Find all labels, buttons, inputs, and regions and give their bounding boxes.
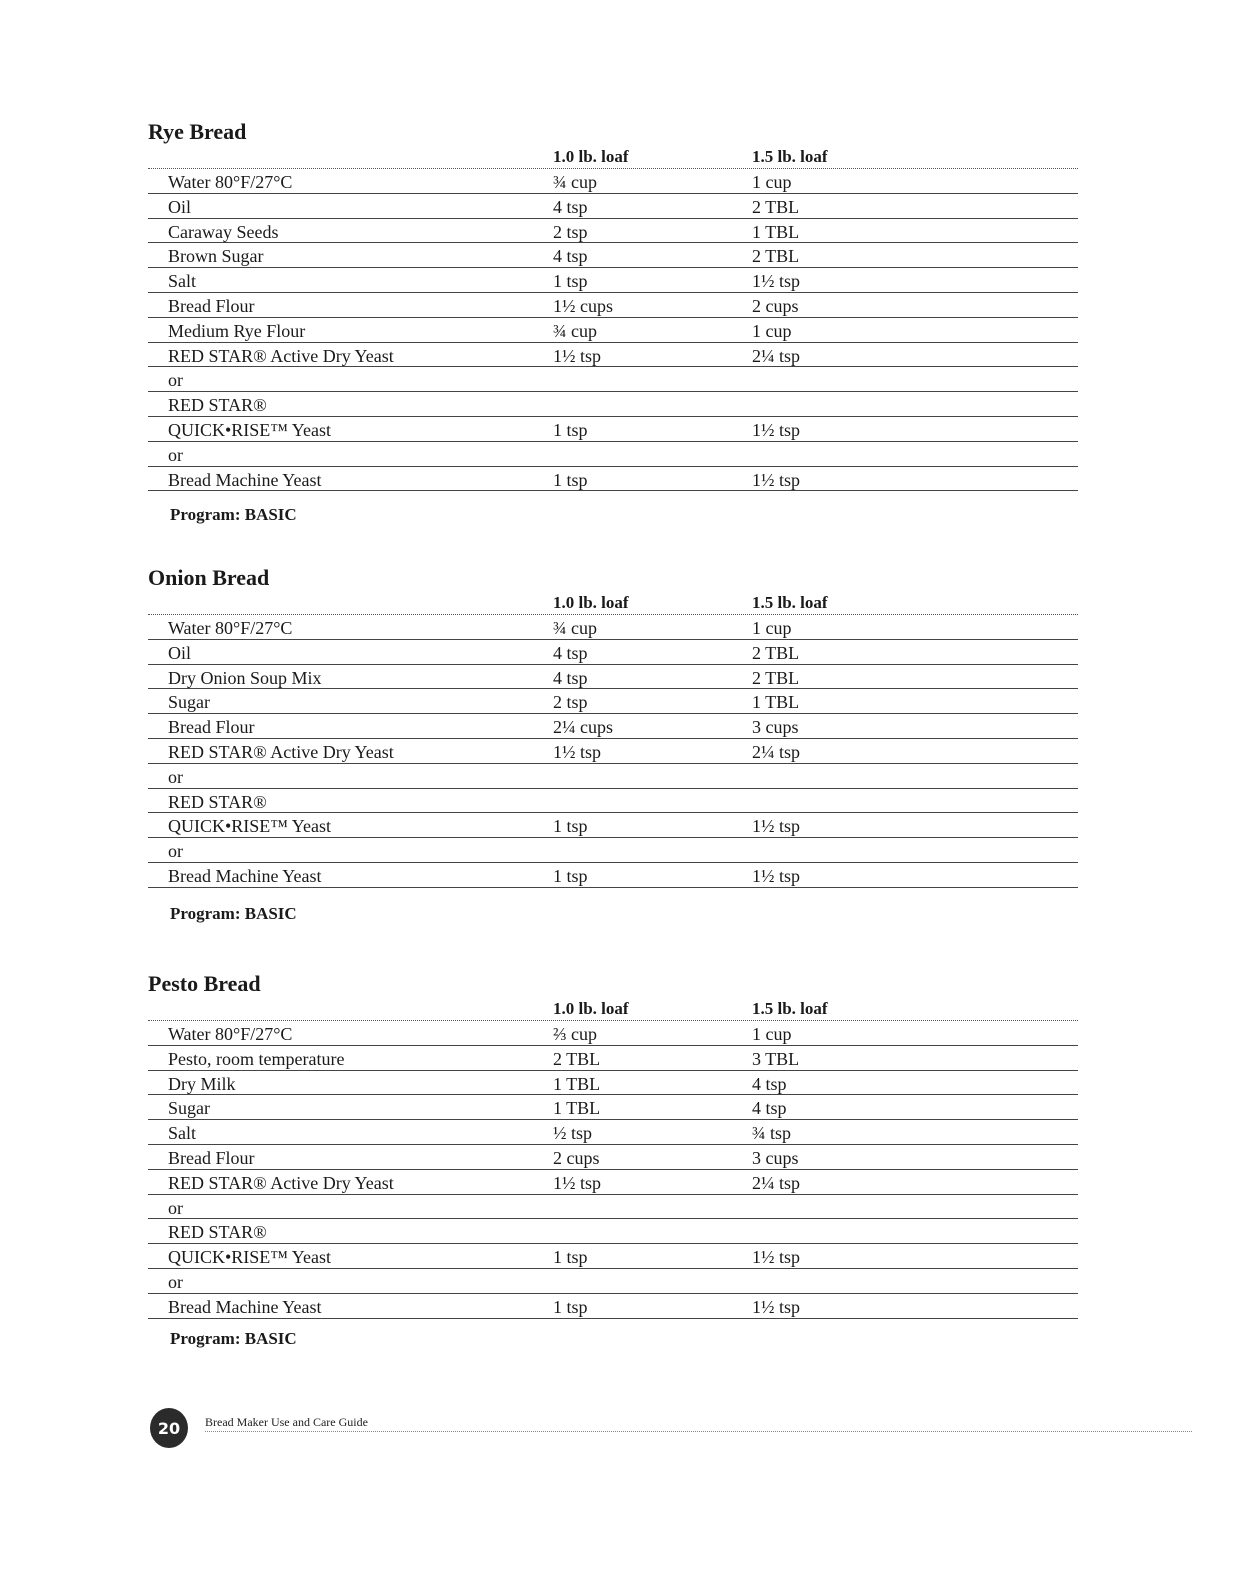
ingredient-name: Bread Machine Yeast	[168, 469, 322, 490]
ingredient-name: Salt	[168, 1123, 197, 1144]
ingredient-name: Bread Machine Yeast	[168, 1296, 322, 1317]
table-row	[148, 1071, 1078, 1096]
table-row	[148, 689, 1078, 714]
amount-1.5lb: 1½ tsp	[752, 469, 801, 490]
table-row	[148, 714, 1078, 739]
program-label: Program: BASIC	[170, 505, 297, 524]
amount-1.5lb: 1 cup	[752, 320, 792, 341]
table-row	[148, 1244, 1078, 1269]
amount-1.5lb: 1½ tsp	[752, 271, 801, 292]
amount-1.5lb: 1½ tsp	[752, 865, 801, 886]
col-1.5lb: 1.5 lb. loaf	[752, 593, 828, 612]
amount-1lb: 1½ tsp	[553, 1172, 602, 1193]
ingredient-name: or	[168, 841, 183, 862]
table-row	[148, 813, 1078, 838]
ingredient-name: or	[168, 444, 183, 465]
amount-1.5lb: 1 cup	[752, 172, 792, 192]
table-row	[148, 268, 1078, 293]
table-row	[148, 367, 1078, 392]
table-row	[148, 1269, 1078, 1294]
amount-1lb: 2¼ cups	[553, 717, 613, 738]
program-label: Program: BASIC	[170, 904, 297, 923]
ingredient-name: RED STAR®	[168, 791, 267, 812]
amount-1.5lb: 3 TBL	[752, 1048, 800, 1069]
table-row	[148, 789, 1078, 814]
recipe-title: Onion Bread	[148, 565, 270, 590]
amount-1lb: 1 tsp	[553, 1296, 588, 1317]
ingredient-name: RED STAR®	[168, 395, 267, 416]
table-row	[148, 194, 1078, 219]
amount-1.5lb: 2¼ tsp	[752, 345, 801, 366]
table-row	[148, 665, 1078, 690]
amount-1lb: 2 tsp	[553, 221, 588, 242]
column-headers	[148, 998, 1078, 1021]
table-row	[148, 243, 1078, 268]
col-1lb: 1.0 lb. loaf	[553, 147, 629, 166]
ingredient-name: RED STAR® Active Dry Yeast	[168, 345, 394, 366]
amount-1.5lb: 2 TBL	[752, 667, 800, 688]
table-row	[148, 318, 1078, 343]
amount-1lb: 1½ tsp	[553, 345, 602, 366]
ingredient-name: QUICK•RISE™ Yeast	[168, 419, 331, 440]
table-row	[148, 1120, 1078, 1145]
ingredient-name: RED STAR®	[168, 1222, 267, 1243]
ingredient-name: Dry Milk	[168, 1073, 236, 1094]
amount-1.5lb: 2¼ tsp	[752, 1172, 801, 1193]
table-row	[148, 764, 1078, 789]
table-row	[148, 467, 1078, 492]
amount-1.5lb: 1 TBL	[752, 692, 800, 713]
amount-1.5lb: 1½ tsp	[752, 816, 801, 837]
amount-1lb: ¾ cup	[553, 320, 597, 341]
amount-1lb: 4 tsp	[553, 246, 588, 267]
amount-1lb: 1 tsp	[553, 816, 588, 837]
page-number: 20	[150, 1408, 188, 1448]
amount-1lb: 1 TBL	[553, 1073, 601, 1094]
footer-rule	[205, 1431, 1192, 1432]
table-row	[148, 1046, 1078, 1071]
amount-1lb: 1 tsp	[553, 271, 588, 292]
table-row	[148, 863, 1078, 888]
page-footer	[150, 1408, 1192, 1448]
amount-1lb: 1 tsp	[553, 469, 588, 490]
amount-1lb: 4 tsp	[553, 642, 588, 663]
table-row	[148, 739, 1078, 764]
amount-1.5lb: 1 cup	[752, 618, 792, 638]
amount-1.5lb: 1½ tsp	[752, 1247, 801, 1268]
ingredient-name: Brown Sugar	[168, 246, 264, 267]
amount-1.5lb: 1½ tsp	[752, 419, 801, 440]
ingredient-name: Medium Rye Flour	[168, 320, 306, 341]
table-row	[148, 392, 1078, 417]
ingredient-name: Bread Flour	[168, 1147, 255, 1168]
amount-1.5lb: 2 TBL	[752, 196, 800, 217]
table-row	[148, 442, 1078, 467]
amount-1.5lb: 1 TBL	[752, 221, 800, 242]
amount-1lb: 4 tsp	[553, 196, 588, 217]
amount-1lb: 2 cups	[553, 1147, 600, 1168]
table-row	[148, 1145, 1078, 1170]
amount-1.5lb: ¾ tsp	[752, 1123, 792, 1144]
amount-1.5lb: 1½ tsp	[752, 1296, 801, 1317]
ingredient-name: Dry Onion Soup Mix	[168, 667, 322, 688]
ingredient-table	[148, 1021, 1078, 1319]
ingredient-name: RED STAR® Active Dry Yeast	[168, 1172, 394, 1193]
ingredient-table	[148, 615, 1078, 888]
recipe-onion	[148, 564, 1078, 888]
ingredient-name: Oil	[168, 642, 192, 663]
table-row	[148, 417, 1078, 442]
table-row	[148, 1195, 1078, 1220]
ingredient-name: RED STAR® Active Dry Yeast	[168, 741, 394, 762]
amount-1lb: 1 TBL	[553, 1098, 601, 1119]
ingredient-name: Salt	[168, 271, 197, 292]
amount-1lb: ¾ cup	[553, 618, 597, 638]
amount-1.5lb: 2 cups	[752, 295, 799, 316]
table-row	[148, 219, 1078, 244]
ingredient-table	[148, 169, 1078, 491]
ingredient-name: Bread Flour	[168, 295, 255, 316]
amount-1.5lb: 4 tsp	[752, 1098, 787, 1119]
ingredient-name: QUICK•RISE™ Yeast	[168, 816, 331, 837]
amount-1.5lb: 2 TBL	[752, 642, 800, 663]
amount-1lb: 1 tsp	[553, 1247, 588, 1268]
col-1lb: 1.0 lb. loaf	[553, 999, 629, 1018]
ingredient-name: QUICK•RISE™ Yeast	[168, 1247, 331, 1268]
amount-1lb: ⅔ cup	[553, 1024, 597, 1044]
recipe-title: Pesto Bread	[148, 971, 261, 996]
ingredient-name: or	[168, 766, 183, 787]
col-1.5lb: 1.5 lb. loaf	[752, 999, 828, 1018]
amount-1lb: ½ tsp	[553, 1123, 593, 1144]
table-row	[148, 293, 1078, 318]
ingredient-name: Pesto, room temperature	[168, 1048, 345, 1069]
recipe-pesto	[148, 970, 1078, 1319]
col-1.5lb: 1.5 lb. loaf	[752, 147, 828, 166]
amount-1lb: 1 tsp	[553, 419, 588, 440]
table-row	[148, 1294, 1078, 1319]
amount-1.5lb: 3 cups	[752, 1147, 799, 1168]
table-row	[148, 1219, 1078, 1244]
footer-title: Bread Maker Use and Care Guide	[205, 1415, 368, 1429]
amount-1lb: 2 TBL	[553, 1048, 601, 1069]
recipe-rye	[148, 118, 1078, 491]
amount-1.5lb: 4 tsp	[752, 1073, 787, 1094]
amount-1lb: 4 tsp	[553, 667, 588, 688]
col-1lb: 1.0 lb. loaf	[553, 593, 629, 612]
ingredient-name: or	[168, 1197, 183, 1218]
table-row	[148, 1095, 1078, 1120]
ingredient-name: Sugar	[168, 692, 210, 713]
amount-1.5lb: 2¼ tsp	[752, 741, 801, 762]
ingredient-name: Water 80°F/27°C	[168, 1024, 293, 1044]
ingredient-name: Caraway Seeds	[168, 221, 279, 242]
table-row	[148, 640, 1078, 665]
table-row	[148, 1021, 1078, 1046]
amount-1lb: 1½ tsp	[553, 741, 602, 762]
ingredient-name: or	[168, 370, 183, 391]
amount-1.5lb: 1 cup	[752, 1024, 792, 1044]
amount-1lb: 1 tsp	[553, 865, 588, 886]
amount-1lb: ¾ cup	[553, 172, 597, 192]
amount-1lb: 2 tsp	[553, 692, 588, 713]
table-row	[148, 838, 1078, 863]
amount-1.5lb: 3 cups	[752, 717, 799, 738]
table-row	[148, 1170, 1078, 1195]
ingredient-name: Water 80°F/27°C	[168, 618, 293, 638]
column-headers	[148, 146, 1078, 169]
amount-1lb: 1½ cups	[553, 295, 613, 316]
table-row	[148, 615, 1078, 640]
table-row	[148, 343, 1078, 368]
amount-1.5lb: 2 TBL	[752, 246, 800, 267]
column-headers	[148, 592, 1078, 615]
recipe-title: Rye Bread	[148, 119, 247, 144]
program-label: Program: BASIC	[170, 1329, 297, 1348]
table-row	[148, 169, 1078, 194]
ingredient-name: Water 80°F/27°C	[168, 172, 293, 192]
ingredient-name: Bread Flour	[168, 717, 255, 738]
ingredient-name: Bread Machine Yeast	[168, 865, 322, 886]
ingredient-name: Sugar	[168, 1098, 210, 1119]
ingredient-name: Oil	[168, 196, 192, 217]
ingredient-name: or	[168, 1271, 183, 1292]
